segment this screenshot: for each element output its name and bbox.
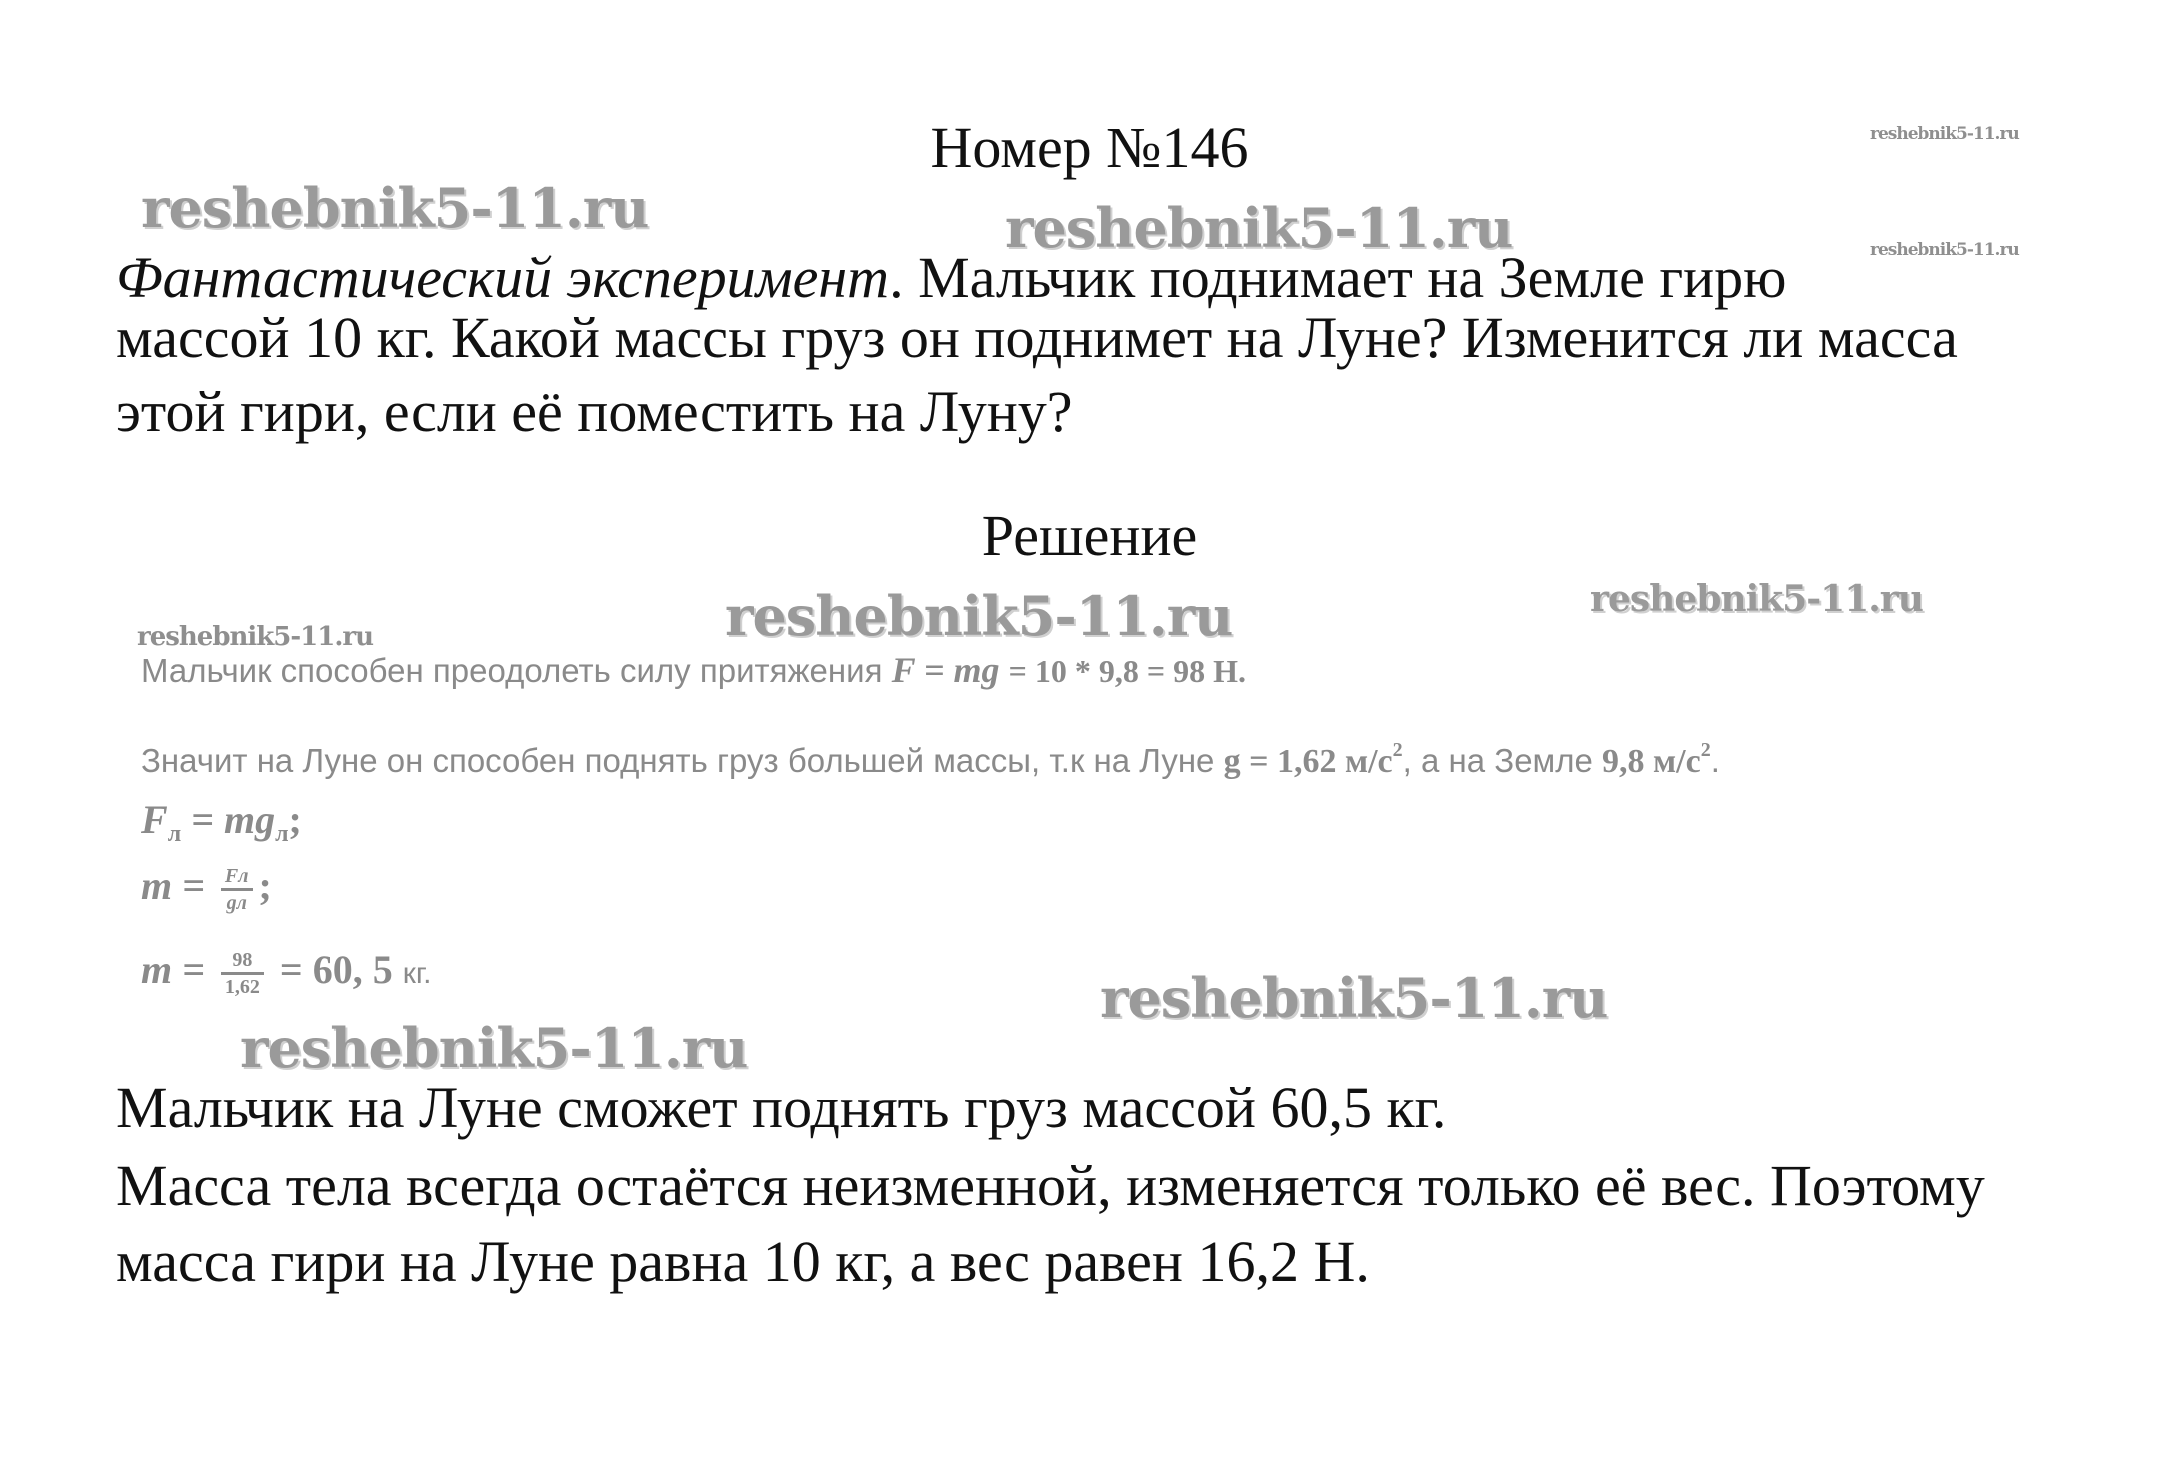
formula-3 xyxy=(141,946,431,999)
watermark-solution-right: reshebnik5-11.ru xyxy=(1590,578,1923,620)
formula-2-fraction xyxy=(221,864,253,915)
formula-3-den: 1,62 xyxy=(224,976,260,999)
formula-1-right: = mg xyxy=(191,797,276,842)
formula-2-left: m = xyxy=(141,863,205,908)
watermark-top-left: reshebnik5-11.ru xyxy=(141,176,649,240)
solution-line-2-text: Значит на Луне он способен поднять груз большей массы, т.к на Луне xyxy=(141,742,1215,779)
solution-line-1 xyxy=(141,648,1246,693)
solution-line-2-sup-1: 2 xyxy=(1392,739,1403,761)
page-title: Номер №146 xyxy=(930,115,1249,180)
watermark-top-right-2: reshebnik5-11.ru xyxy=(1870,240,2019,260)
problem-italic-lead: Фантастический эксперимент xyxy=(116,245,890,310)
answer-line-3: масса гири на Луне равна 10 кг, а вес равен 16,2 Н. xyxy=(116,1229,1370,1294)
answer-line-2: Масса тела всегда остаётся неизменной, изменяется только её вес. Поэтому xyxy=(116,1153,1985,1218)
formula-2-num: Fл xyxy=(221,864,253,891)
solution-line-2-g-moon: g = 1,62 м/с xyxy=(1223,743,1393,780)
watermark-top-right-1: reshebnik5-11.ru xyxy=(1870,124,2019,144)
formula-3-num: 98 xyxy=(221,948,264,975)
problem-line-3: этой гири, если её поместить на Луну? xyxy=(116,379,1073,444)
solution-line-1-calc: = 10 * 9,8 = 98 Н. xyxy=(1008,653,1247,689)
problem-line-1-rest: . Мальчик поднимает на Земле гирю xyxy=(889,245,1787,310)
formula-3-left: m = xyxy=(141,947,205,992)
watermark-solution-center: reshebnik5-11.ru xyxy=(725,584,1233,648)
solution-line-2-sup-2: 2 xyxy=(1700,739,1711,761)
answer-line-1: Мальчик на Луне сможет поднять груз массой 60,5 кг. xyxy=(116,1075,1447,1140)
solution-line-2-mid: , а на Земле xyxy=(1402,742,1593,779)
formula-2 xyxy=(141,862,272,915)
formula-2-end: ; xyxy=(258,863,272,908)
formula-3-right: = 60, 5 xyxy=(279,947,393,992)
formula-3-fraction xyxy=(221,948,264,999)
solution-line-1-formula: F = mg xyxy=(891,650,1000,690)
formula-3-unit: кг. xyxy=(402,957,432,990)
formula-1 xyxy=(141,796,302,848)
formula-1-sub2: л xyxy=(275,821,289,847)
solution-title: Решение xyxy=(981,503,1198,568)
solution-line-2-period: . xyxy=(1710,742,1720,779)
formula-1-sub: л xyxy=(167,821,182,847)
problem-line-2: массой 10 кг. Какой массы груз он поднимет на Луне? Изменится ли масса xyxy=(116,305,1958,370)
formula-1-f: F xyxy=(141,797,168,842)
solution-line-2-g-earth: 9,8 м/с xyxy=(1602,743,1701,780)
watermark-answer-left: reshebnik5-11.ru xyxy=(240,1016,748,1080)
solution-line-2 xyxy=(141,728,1720,784)
watermark-top-center: reshebnik5-11.ru xyxy=(1005,196,1513,260)
solution-line-1-text: Мальчик способен преодолеть силу притяжения xyxy=(141,652,883,689)
watermark-answer-right: reshebnik5-11.ru xyxy=(1100,966,1608,1030)
formula-1-end: ; xyxy=(288,797,302,842)
watermark-solution-left: reshebnik5-11.ru xyxy=(137,622,374,652)
formula-2-den: gл xyxy=(226,892,247,915)
